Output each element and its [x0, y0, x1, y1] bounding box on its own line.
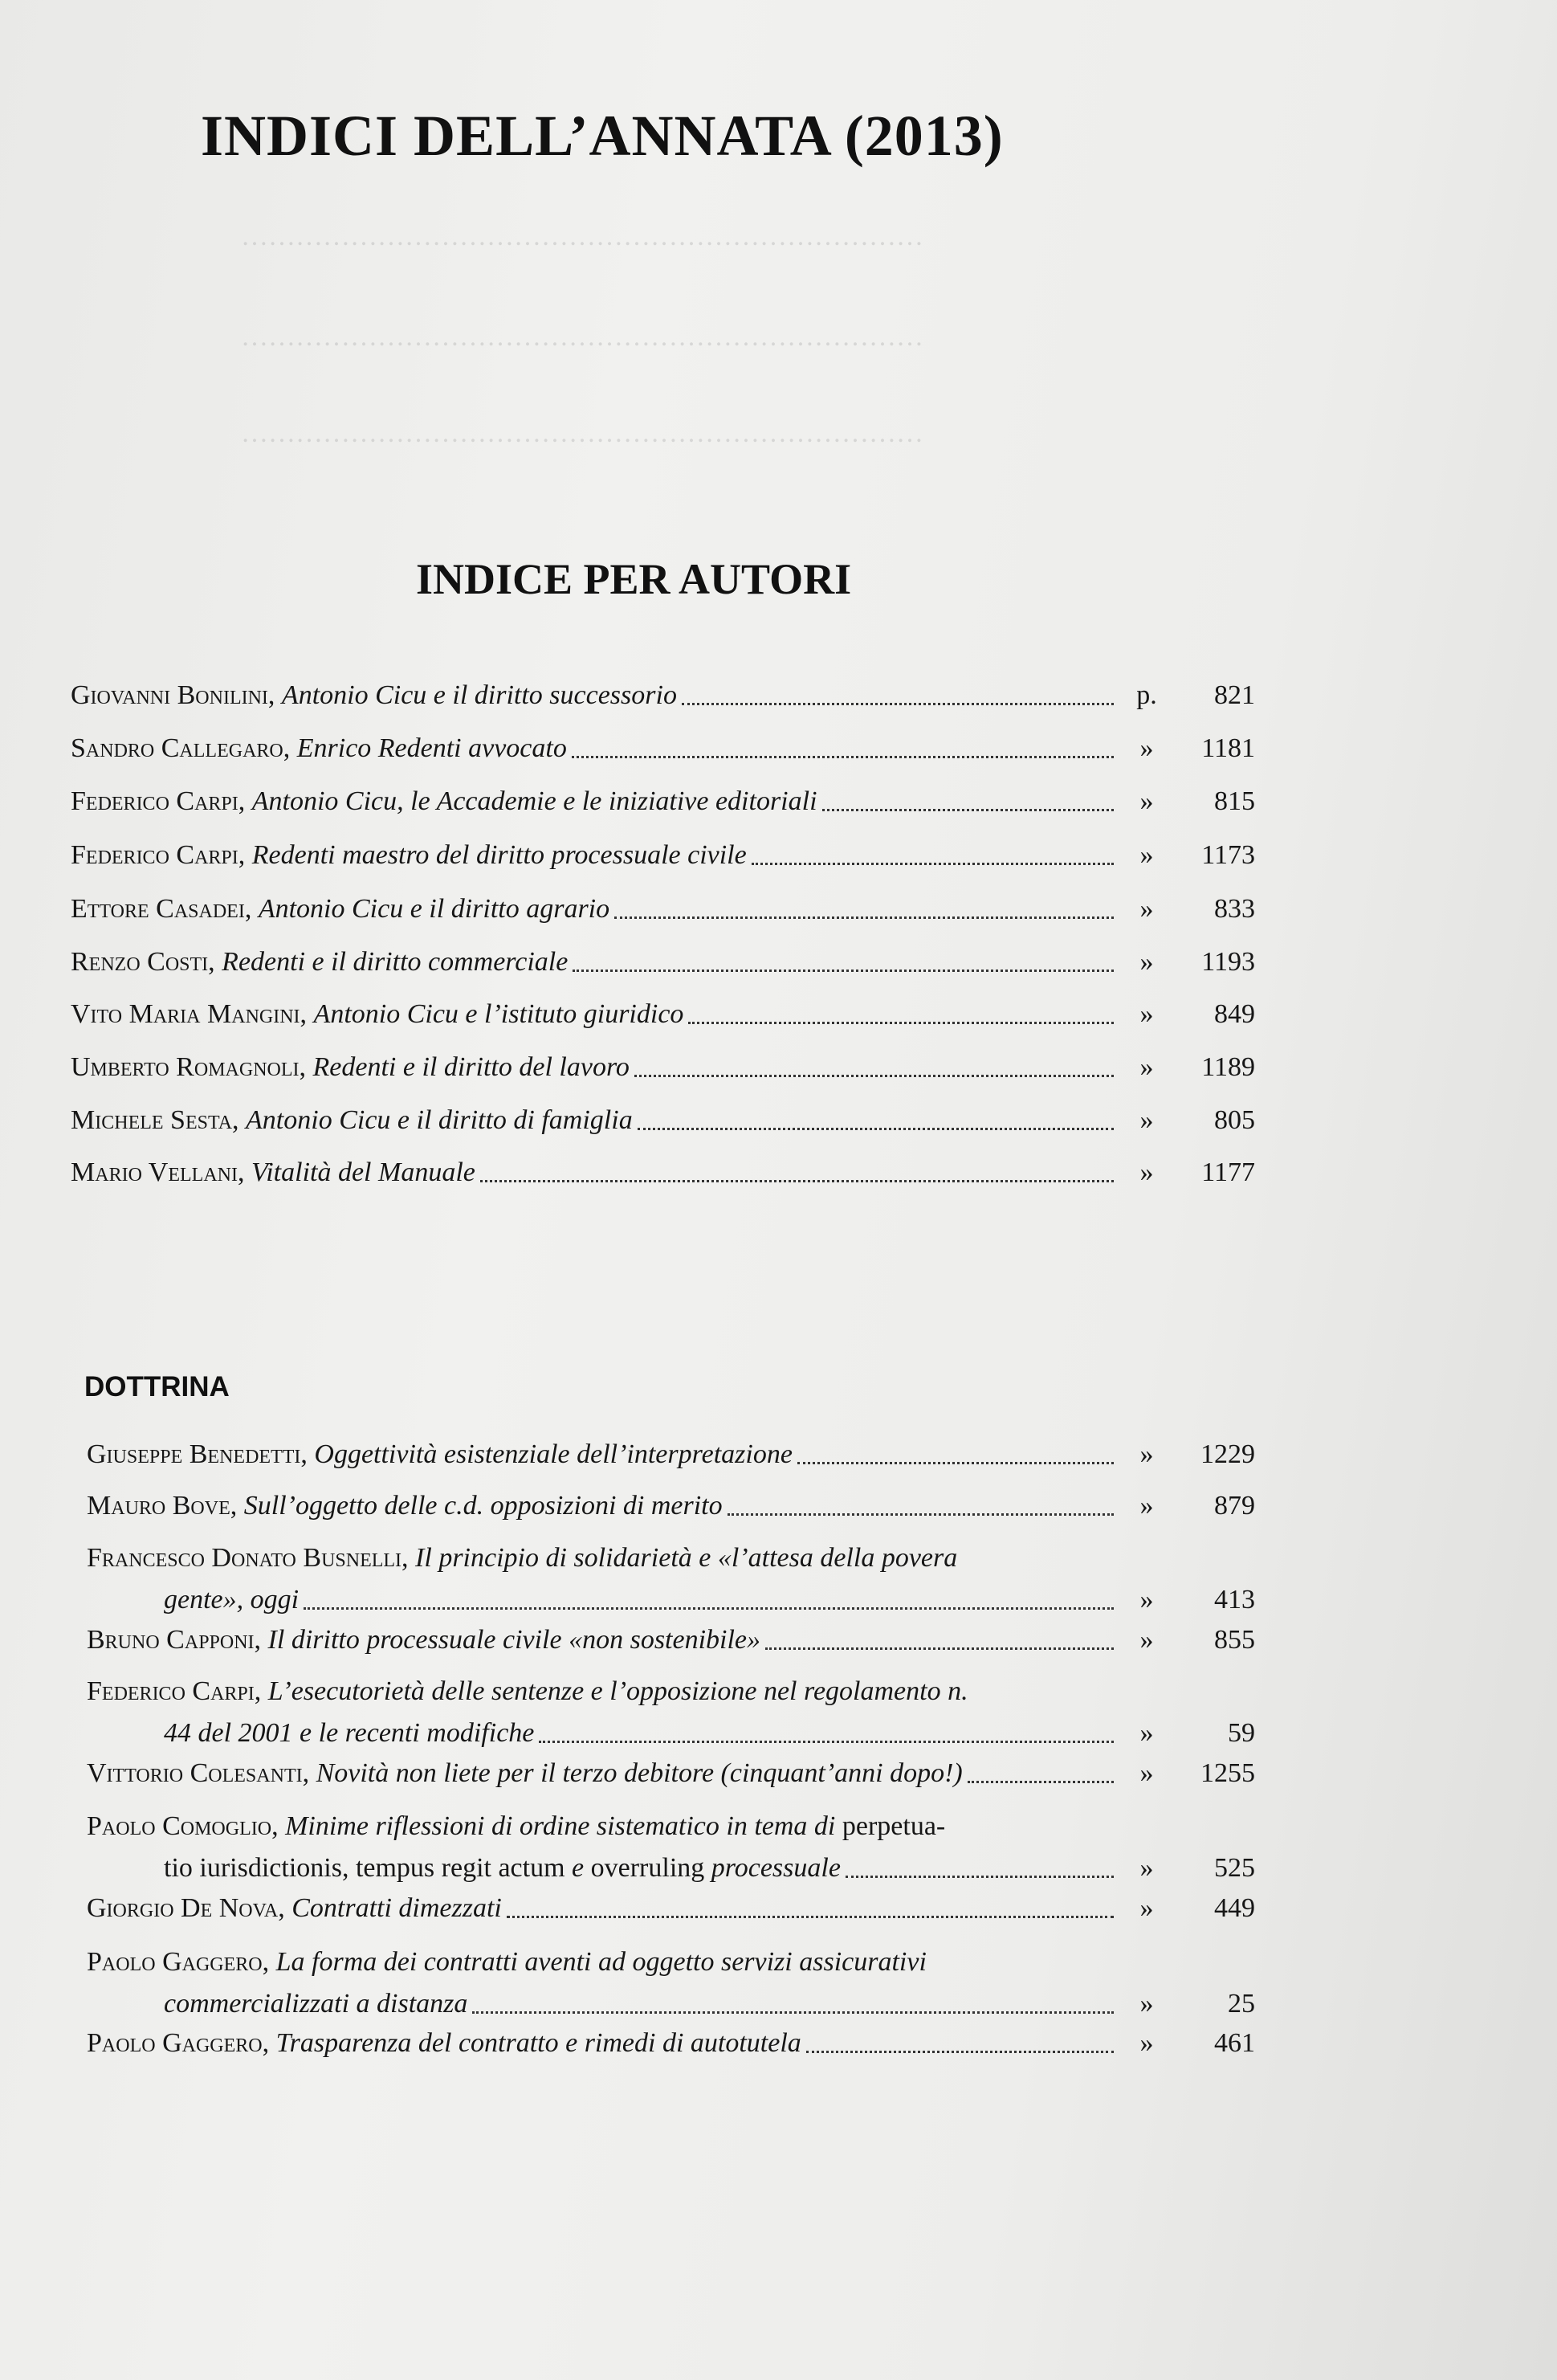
list-item: Federico Carpi , Antonio Cicu, le Accademie e le iniziative editoriali » 815	[71, 781, 1255, 823]
entry-title-roman: overruling	[590, 1853, 705, 1883]
entry-title: L’esecutorietà delle sentenze e l’opposizione nel regolamento n.	[267, 1676, 968, 1706]
page-number: 805	[1214, 1105, 1255, 1135]
list-item: Paolo Gaggero , Trasparenza del contratto e rimedi di autotutela » 461	[87, 2023, 1255, 2064]
entry-title-continued: 44 del 2001 e le recenti modifiche	[164, 1718, 535, 1748]
entry-title: Il principio di solidarietà e «l’attesa della povera	[415, 1543, 958, 1573]
entry-title: Novità non liete per il terzo debitore (cinquant’anni dopo!)	[316, 1758, 963, 1788]
list-item: Vito Maria Mangini , Antonio Cicu e l’istituto giuridico » 849	[71, 994, 1255, 1035]
list-item: Paolo Gaggero , La forma dei contratti aventi ad oggetto servizi assicurativi commercializzati a distanza » 25	[87, 1941, 1255, 2025]
page-prefix: »	[1139, 1989, 1154, 2019]
entry-author: Francesco Donato Busnelli	[87, 1543, 402, 1573]
entry-title: e	[572, 1853, 585, 1883]
entry-title: Redenti e il diritto del lavoro	[312, 1052, 630, 1082]
entry-title: Antonio Cicu, le Accademie e le iniziative editoriali	[251, 786, 817, 816]
entry-title-continued: gente», oggi	[164, 1585, 300, 1615]
entry-author: Sandro Callegaro	[71, 733, 283, 763]
page-number: 413	[1214, 1585, 1255, 1615]
page-number: 1229	[1200, 1439, 1255, 1469]
page-number: 59	[1228, 1718, 1255, 1748]
page-number: 1177	[1201, 1157, 1255, 1187]
page-number: 461	[1214, 2028, 1255, 2058]
list-item: Paolo Comoglio , Minime riflessioni di ordine sistematico in tema di perpetua- tio iurisdictionis, tempus regit actum e overruling processuale » 525	[87, 1806, 1255, 1889]
entry-author: Federico Carpi	[71, 840, 238, 870]
show-through-text: …………………………………………………………………	[241, 418, 923, 448]
entry-title-roman: perpetua-	[842, 1811, 946, 1841]
page-number: 855	[1214, 1625, 1255, 1655]
entry-title: Oggettività esistenziale dell’interpretazione	[314, 1439, 793, 1469]
page-number: 525	[1214, 1853, 1255, 1883]
page-prefix: »	[1139, 947, 1154, 977]
list-item: Umberto Romagnoli , Redenti e il diritto del lavoro » 1189	[71, 1047, 1255, 1088]
page-prefix: »	[1139, 840, 1154, 870]
page-prefix: »	[1139, 2028, 1154, 2058]
entry-author: Giovanni Bonilini	[71, 680, 268, 710]
entry-author: Ettore Casadei	[71, 894, 245, 924]
page-number: 1255	[1200, 1758, 1255, 1788]
entry-author: Paolo Gaggero	[87, 2028, 263, 2058]
entry-author: Vittorio Colesanti	[87, 1758, 303, 1788]
entry-author: Bruno Capponi	[87, 1625, 255, 1655]
page-prefix: »	[1139, 1105, 1154, 1135]
list-item: Mario Vellani , Vitalità del Manuale » 1177	[71, 1152, 1255, 1194]
list-item: Federico Carpi , Redenti maestro del diritto processuale civile » 1173	[71, 835, 1255, 876]
entry-title: Antonio Cicu e il diritto successorio	[281, 680, 677, 710]
entry-author: Mario Vellani	[71, 1157, 238, 1187]
list-item: Renzo Costi , Redenti e il diritto commerciale » 1193	[71, 941, 1255, 983]
entry-title: Redenti maestro del diritto processuale civile	[251, 840, 747, 870]
entry-author: Vito Maria Mangini	[71, 999, 300, 1029]
list-item: Sandro Callegaro , Enrico Redenti avvocato » 1181	[71, 728, 1255, 770]
entry-author: Federico Carpi	[87, 1676, 255, 1706]
page-prefix: p.	[1136, 680, 1157, 710]
entry-author: Mauro Bove	[87, 1491, 230, 1521]
page-number: 1173	[1201, 840, 1255, 870]
list-item: Vittorio Colesanti , Novità non liete per il terzo debitore (cinquant’anni dopo!) » 1255	[87, 1753, 1255, 1794]
page-number: 449	[1214, 1893, 1255, 1923]
list-item: Giorgio De Nova , Contratti dimezzati » 449	[87, 1888, 1255, 1929]
page-prefix: »	[1139, 1893, 1154, 1923]
entry-author: Michele Sesta	[71, 1105, 233, 1135]
page-number: 1193	[1201, 947, 1255, 977]
page-prefix: »	[1139, 1625, 1154, 1655]
page-prefix: »	[1139, 733, 1154, 763]
entry-title: Enrico Redenti avvocato	[296, 733, 567, 763]
page-number: 25	[1228, 1989, 1255, 2019]
section-title-authors: INDICE PER AUTORI	[416, 555, 852, 603]
page-prefix: »	[1139, 1052, 1154, 1082]
entry-author: Giuseppe Benedetti	[87, 1439, 301, 1469]
page-number: 1189	[1201, 1052, 1255, 1082]
page-prefix: »	[1139, 786, 1154, 816]
entry-author: Paolo Gaggero	[87, 1947, 263, 1977]
entry-title: Antonio Cicu e il diritto agrario	[258, 894, 610, 924]
main-title: INDICI DELL’ANNATA (2013)	[201, 104, 1004, 168]
list-item: Giovanni Bonilini , Antonio Cicu e il diritto successorio p. 821	[71, 675, 1255, 716]
entry-title: Contratti dimezzati	[291, 1893, 502, 1923]
entry-author: Giorgio De Nova	[87, 1893, 279, 1923]
page-number: 815	[1214, 786, 1255, 816]
entry-title: Minime riflessioni di ordine sistematico in tema di	[285, 1811, 836, 1841]
page-prefix: »	[1139, 1585, 1154, 1615]
list-item: Bruno Capponi , Il diritto processuale civile «non sostenibile» » 855	[87, 1619, 1255, 1661]
page-prefix: »	[1139, 1491, 1154, 1521]
show-through-text: …………………………………………………………………	[241, 222, 923, 251]
page-prefix: »	[1139, 894, 1154, 924]
page-number: 833	[1214, 894, 1255, 924]
entry-author: Federico Carpi	[71, 786, 238, 816]
entry-title: processuale	[711, 1853, 841, 1883]
section-title-dottrina: DOTTRINA	[84, 1371, 230, 1402]
entry-title-continued: commercializzati a distanza	[164, 1989, 468, 2019]
page-prefix: »	[1139, 999, 1154, 1029]
entry-title: Antonio Cicu e il diritto di famiglia	[246, 1105, 633, 1135]
entry-author: Umberto Romagnoli	[71, 1052, 300, 1082]
list-item: Mauro Bove , Sull’oggetto delle c.d. opposizioni di merito » 879	[87, 1485, 1255, 1527]
entry-author: Paolo Comoglio	[87, 1811, 272, 1841]
page-prefix: »	[1139, 1718, 1154, 1748]
entry-title-roman: tio iurisdictionis, tempus regit actum	[164, 1853, 565, 1883]
entry-title: Antonio Cicu e l’istituto giuridico	[313, 999, 684, 1029]
entry-title: Trasparenza del contratto e rimedi di autotutela	[275, 2028, 801, 2058]
page-prefix: »	[1139, 1758, 1154, 1788]
entry-title: Vitalità del Manuale	[251, 1157, 475, 1187]
entry-title: Redenti e il diritto commerciale	[222, 947, 569, 977]
entry-title: Il diritto processuale civile «non sostenibile»	[267, 1625, 761, 1655]
page-prefix: »	[1139, 1157, 1154, 1187]
list-item: Giuseppe Benedetti , Oggettività esistenziale dell’interpretazione » 1229	[87, 1434, 1255, 1476]
list-item: Federico Carpi , L’esecutorietà delle sentenze e l’opposizione nel regolamento n. 44 del 2001 e le recenti modifiche » 59	[87, 1671, 1255, 1754]
entry-title: Sull’oggetto delle c.d. opposizioni di merito	[243, 1491, 723, 1521]
entry-author: Renzo Costi	[71, 947, 209, 977]
page-prefix: »	[1139, 1439, 1154, 1469]
list-item: Michele Sesta , Antonio Cicu e il diritto di famiglia » 805	[71, 1100, 1255, 1141]
page-number: 1181	[1201, 733, 1255, 763]
page-number: 879	[1214, 1491, 1255, 1521]
show-through-text: …………………………………………………………………	[241, 322, 923, 352]
page-prefix: »	[1139, 1853, 1154, 1883]
page-number: 821	[1214, 680, 1255, 710]
list-item: Francesco Donato Busnelli , Il principio di solidarietà e «l’attesa della povera gente», oggi » 413	[87, 1537, 1255, 1621]
entry-title: La forma dei contratti aventi ad oggetto servizi assicurativi	[275, 1947, 927, 1977]
page-number: 849	[1214, 999, 1255, 1029]
list-item: Ettore Casadei , Antonio Cicu e il diritto agrario » 833	[71, 888, 1255, 930]
